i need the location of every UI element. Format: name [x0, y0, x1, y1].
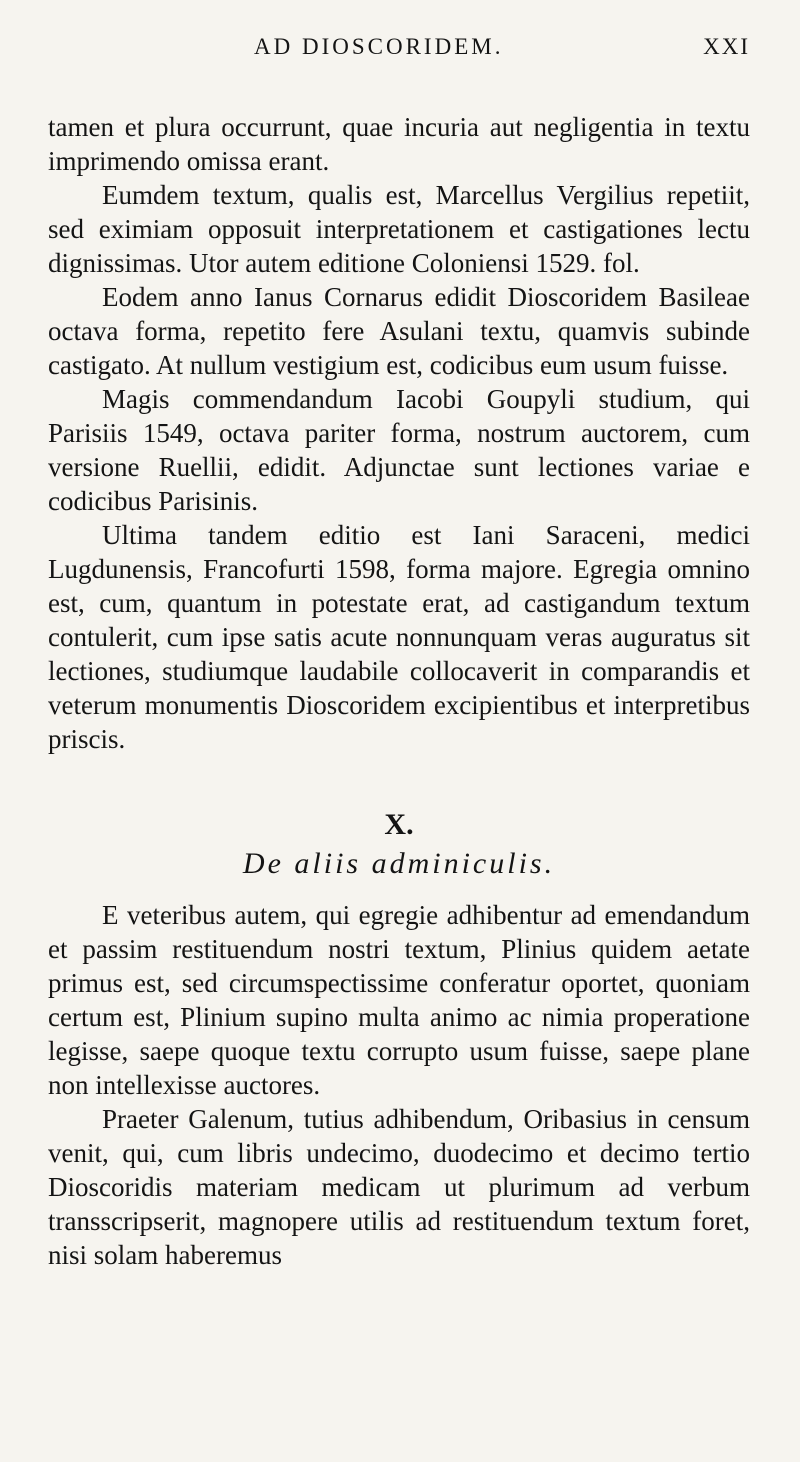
body-text — [48, 110, 750, 1272]
section-title: De aliis adminiculis. — [242, 847, 556, 880]
page-number: XXI — [703, 34, 750, 59]
paragraph-continuation: tamen et plura occurrunt, quae incuria aut negligentia in textu imprimendo omissa erant. — [48, 112, 750, 176]
paragraph-vergilius: Eumdem textum, qualis est, Marcellus Vergilius repetiit, sed eximiam opposuit interpretationem et castigationes lectu dignissimas. Utor autem editione Coloniensi 1529. fol. — [48, 180, 750, 278]
paragraph-saraceni: Ultima tandem editio est Iani Saraceni, medici Lugdunensis, Francofurti 1598, forma majore. Egregia omnino est, cum, quantum in potestate erat, ad castigandum textum contulerit, cum ipse satis acute nonnunquam veras auguratus sit lectiones, studiumque laudabile collocaverit in comparandis et veterum monumentis Dioscoridem excipientibus et interpretibus priscis. — [48, 520, 750, 754]
paragraph-cornarus: Eodem anno Ianus Cornarus edidit Dioscoridem Basileae octava forma, repetito fere Asulani textu, quamvis subinde castigato. At nullum vestigium est, codicibus eum usum fuisse. — [48, 282, 750, 380]
paragraph-plinius: E veteribus autem, qui egregie adhibentur ad emendandum et passim restituendum nostri textum, Plinius quidem aetate primus est, sed circumspectissime conferatur oportet, quoniam certum est, Plinium supino multa animo ac nimia properatione legisse, saepe quoque textu corrupto usum fuisse, saepe plane non intellexisse auctores. — [48, 900, 750, 1100]
section-number: X. — [384, 808, 414, 841]
paragraph-goupyli: Magis commendandum Iacobi Goupyli studium, qui Parisiis 1549, octava pariter forma, nostrum auctorem, cum versione Ruellii, edidit. Adjunctae sunt lectiones variae e codicibus Parisinis. — [48, 384, 750, 516]
paragraph-oribasius: Praeter Galenum, tutius adhibendum, Oribasius in censum venit, qui, cum libris undecimo, duodecimo et decimo tertio Dioscoridis materiam medicam ut plurimum ad verbum transscripserit, magnopere utilis ad restituendum textum foret, nisi solam haberemus — [48, 1104, 750, 1270]
running-title: AD DIOSCORIDEM. — [254, 34, 504, 59]
running-head — [48, 28, 750, 72]
